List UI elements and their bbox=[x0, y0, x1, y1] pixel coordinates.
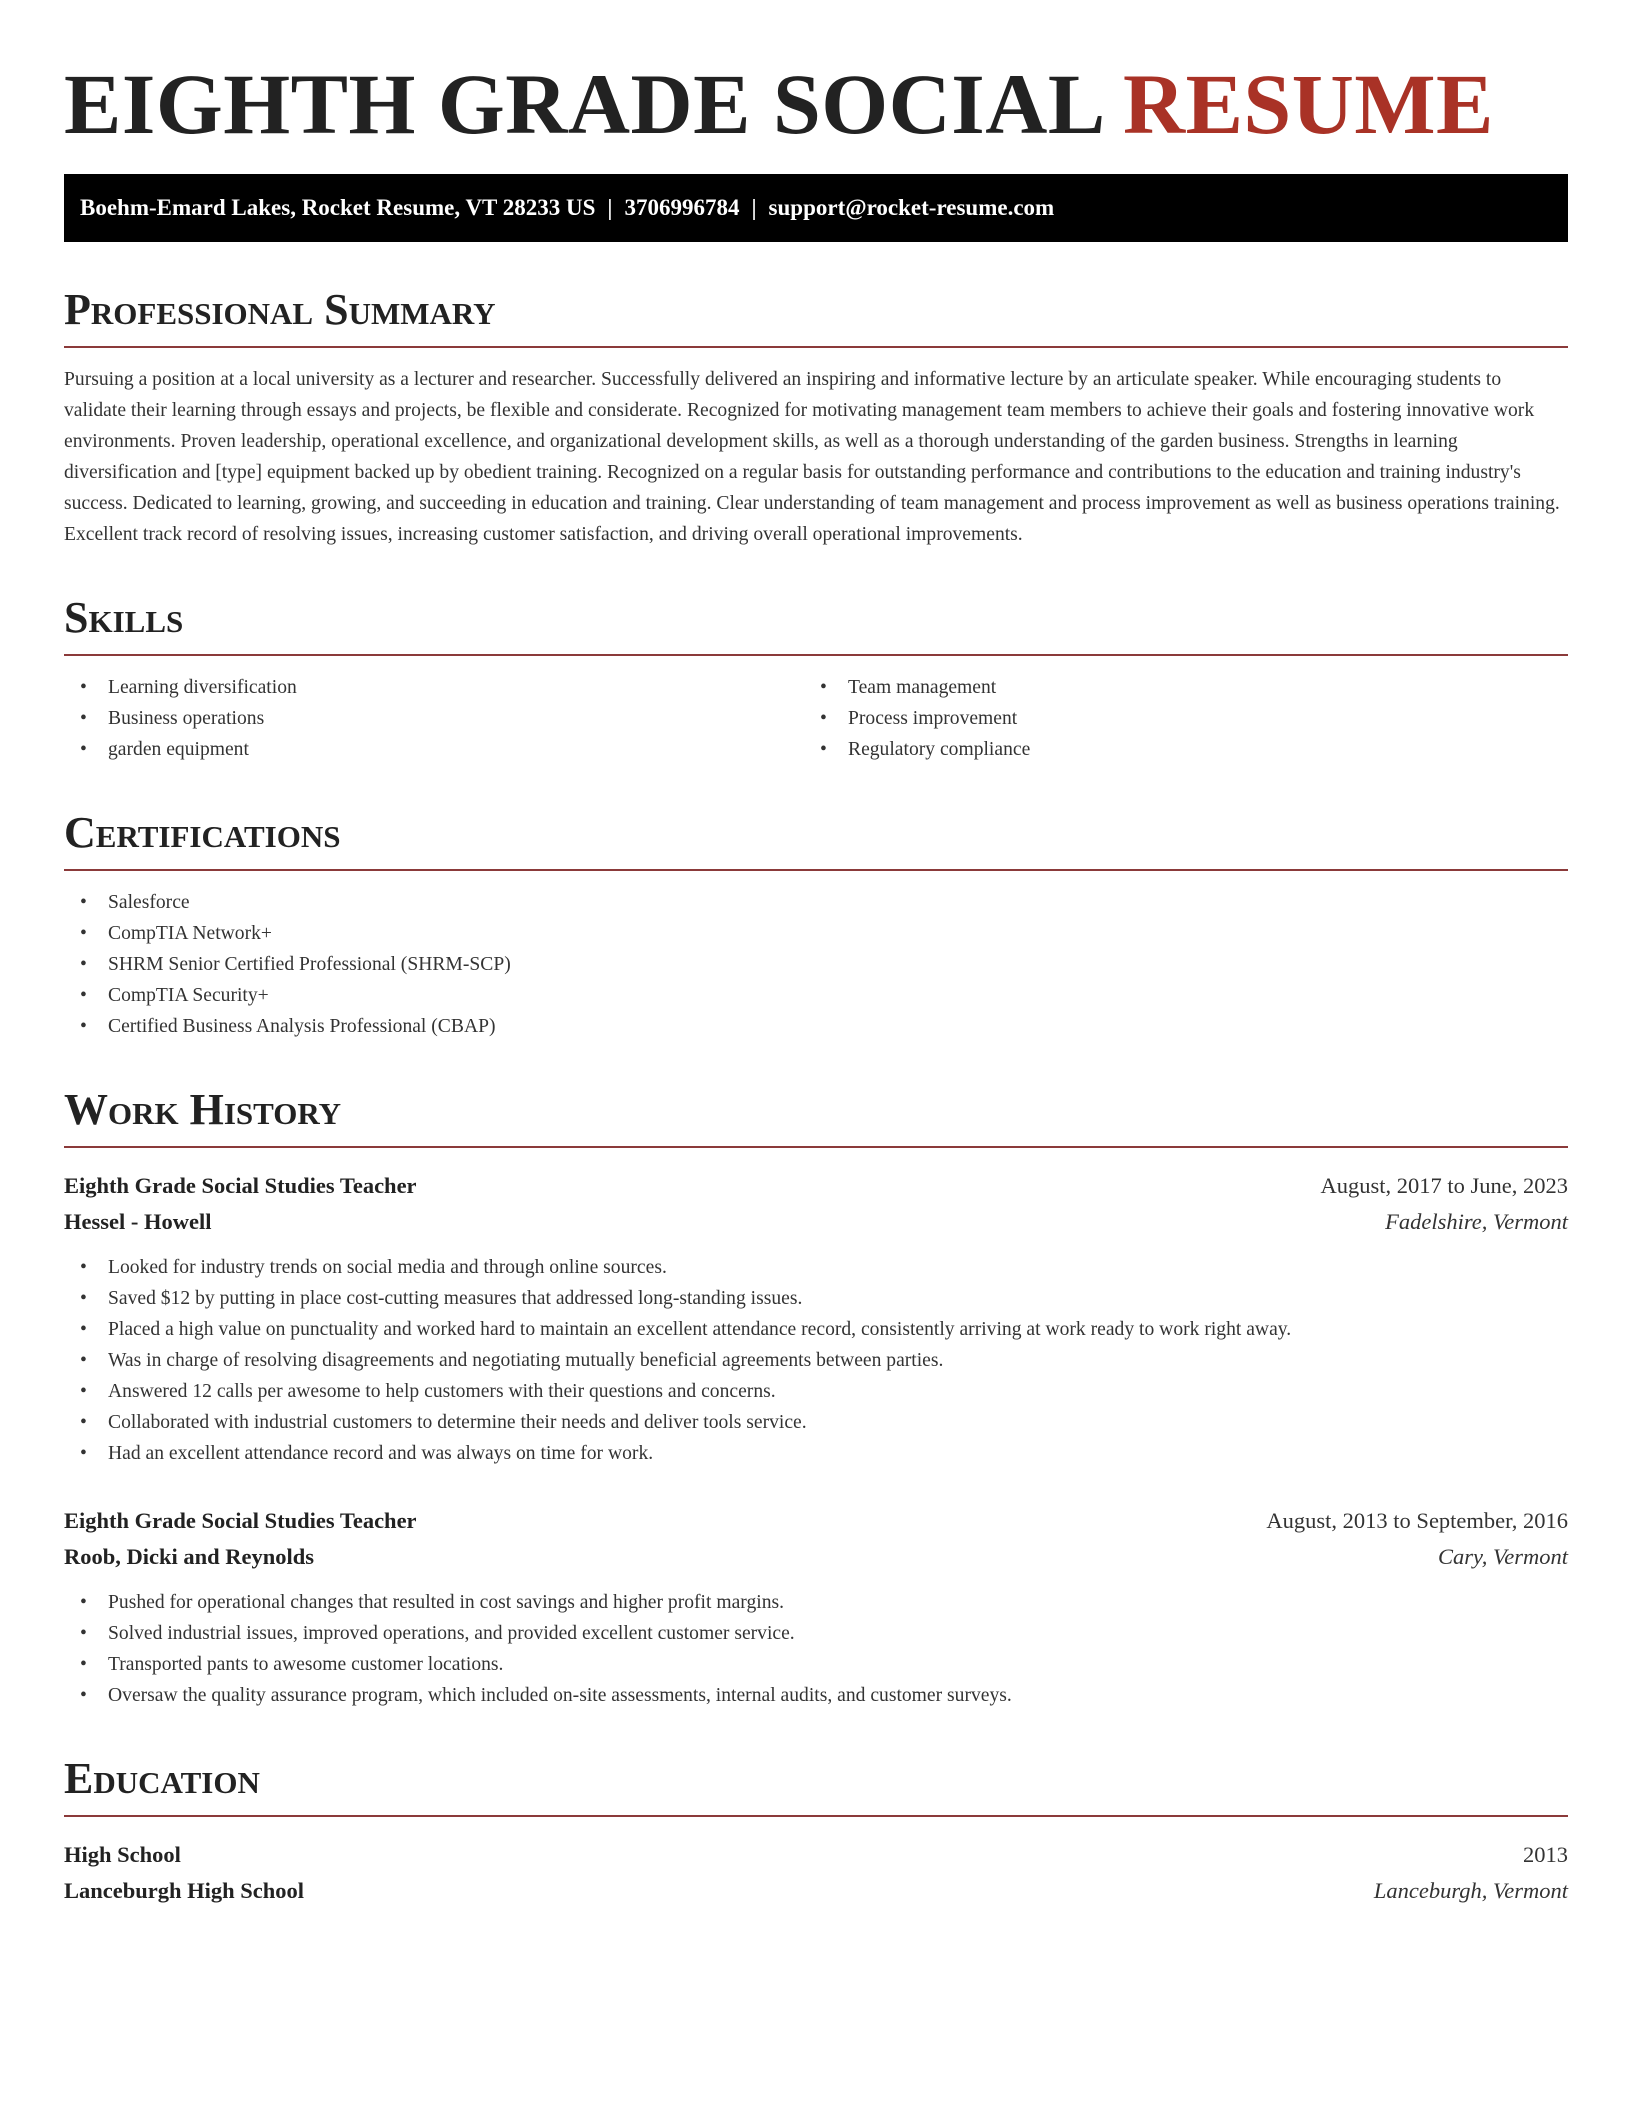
certification-item: • SHRM Senior Certified Professional (SHRM-SCP) bbox=[64, 949, 1568, 980]
job-company: Hessel - Howell bbox=[64, 1209, 212, 1234]
skills-heading: Skills bbox=[64, 594, 1568, 656]
certification-item: • CompTIA Security+ bbox=[64, 980, 1568, 1011]
contact-phone: 3706996784 bbox=[624, 195, 740, 220]
education-year: 2013 bbox=[1523, 1842, 1568, 1867]
contact-address: Boehm-Emard Lakes, Rocket Resume, VT 28233 US bbox=[80, 195, 596, 220]
certification-item: • Certified Business Analysis Professional (CBAP) bbox=[64, 1011, 1568, 1042]
education-heading: Education bbox=[64, 1755, 1568, 1817]
job-bullet: • Was in charge of resolving disagreements and negotiating mutually beneficial agreements between parties. bbox=[64, 1345, 1568, 1376]
job-company: Roob, Dicki and Reynolds bbox=[64, 1544, 315, 1569]
summary-text: Pursuing a position at a local university as a lecturer and researcher. Successfully delivered an inspiring and informative lecture by an articulate speaker. While encouraging students to validate their learning through essays and projects, be flexible and considerate. Recognized for motivating management team members to achieve their goals and fostering innovative work environments. Proven leadership, operational excellence, and organizational development skills, as well as a thorough understanding of the garden business. Strengths in learning diversification and [type] equipment backed up by obedient training. Recognized on a regular basis for outstanding performance and contributions to the education and training industry's success. Dedicated to learning, growing, and succeeding in education and training. Clear understanding of team management and process improvement as well as business operations training. Excellent track record of resolving issues, increasing customer satisfaction, and driving overall operational improvements. bbox=[64, 369, 1560, 545]
certifications-heading: Certifications bbox=[64, 809, 1568, 871]
skills-right-list bbox=[804, 672, 1544, 765]
job-title: Eighth Grade Social Studies Teacher bbox=[64, 1508, 417, 1533]
title-accent: RESUME bbox=[1122, 56, 1494, 152]
job-bullet: • Oversaw the quality assurance program, which included on-site assessments, internal audits, and customer surveys. bbox=[64, 1680, 1568, 1711]
certifications-list bbox=[64, 887, 1568, 1042]
education-degree: High School bbox=[64, 1842, 181, 1867]
job-bullet: • Pushed for operational changes that resulted in cost savings and higher profit margins. bbox=[64, 1587, 1568, 1618]
job-bullet: • Transported pants to awesome customer locations. bbox=[64, 1649, 1568, 1680]
skill-item: • Learning diversification bbox=[64, 672, 804, 703]
summary-heading: Professional Summary bbox=[64, 286, 1568, 348]
education-location: Lanceburgh, Vermont bbox=[1373, 1878, 1568, 1903]
job-location: Cary, Vermont bbox=[1437, 1544, 1568, 1569]
job-title: Eighth Grade Social Studies Teacher bbox=[64, 1173, 417, 1198]
education-school-row bbox=[64, 1873, 1568, 1909]
job-bullet: • Collaborated with industrial customers to determine their needs and deliver tools service. bbox=[64, 1407, 1568, 1438]
job-bullet: • Looked for industry trends on social media and through online sources. bbox=[64, 1252, 1568, 1283]
skill-item: • garden equipment bbox=[64, 734, 804, 765]
contact-bar bbox=[64, 174, 1568, 242]
job-header-row bbox=[64, 1503, 1568, 1539]
job-bullet: • Answered 12 calls per awesome to help customers with their questions and concerns. bbox=[64, 1376, 1568, 1407]
contact-separator: | bbox=[751, 195, 757, 220]
skill-item: • Business operations bbox=[64, 703, 804, 734]
certification-item: • Salesforce bbox=[64, 887, 1568, 918]
job-entry bbox=[64, 1168, 1568, 1469]
education-school: Lanceburgh High School bbox=[64, 1878, 305, 1903]
job-company-row bbox=[64, 1539, 1568, 1575]
work-history-heading: Work History bbox=[64, 1086, 1568, 1148]
job-company-row bbox=[64, 1204, 1568, 1240]
skills-grid bbox=[64, 672, 1568, 765]
title-main: EIGHTH GRADE SOCIAL bbox=[64, 56, 1101, 152]
job-dates: August, 2013 to September, 2016 bbox=[1266, 1508, 1568, 1533]
contact-email: support@rocket-resume.com bbox=[768, 195, 1055, 220]
job-bullet-list bbox=[64, 1252, 1568, 1469]
job-dates: August, 2017 to June, 2023 bbox=[1320, 1173, 1568, 1198]
job-location: Fadelshire, Vermont bbox=[1385, 1209, 1568, 1234]
job-bullet: • Placed a high value on punctuality and worked hard to maintain an excellent attendance record, consistently arriving at work ready to work right away. bbox=[64, 1314, 1568, 1345]
job-bullet-list bbox=[64, 1587, 1568, 1711]
skill-item: • Regulatory compliance bbox=[804, 734, 1544, 765]
job-header-row bbox=[64, 1168, 1568, 1204]
skill-item: • Process improvement bbox=[804, 703, 1544, 734]
job-bullet: • Solved industrial issues, improved operations, and provided excellent customer service. bbox=[64, 1618, 1568, 1649]
certification-item: • CompTIA Network+ bbox=[64, 918, 1568, 949]
resume-title bbox=[64, 54, 1568, 154]
contact-separator: | bbox=[607, 195, 613, 220]
education-degree-row bbox=[64, 1837, 1568, 1873]
job-bullet: • Had an excellent attendance record and was always on time for work. bbox=[64, 1438, 1568, 1469]
job-entry bbox=[64, 1503, 1568, 1711]
skills-left-list bbox=[64, 672, 804, 765]
education-entry bbox=[64, 1837, 1568, 1909]
skill-item: • Team management bbox=[804, 672, 1544, 703]
job-bullet: • Saved $12 by putting in place cost-cutting measures that addressed long-standing issues. bbox=[64, 1283, 1568, 1314]
